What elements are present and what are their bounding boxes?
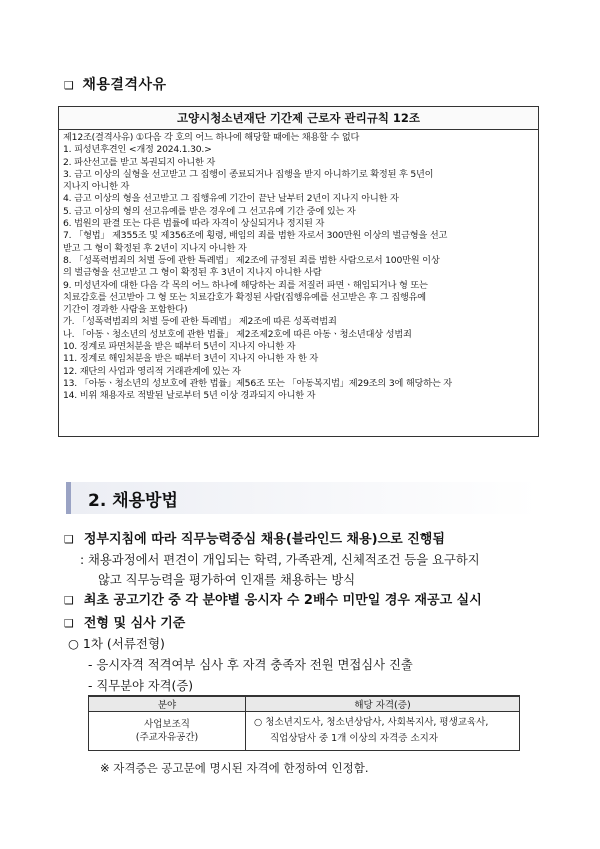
rule-title: 고양시청소년재단 기간제 근로자 관리규칙 12조 xyxy=(59,107,538,130)
item-text: 전형 및 심사 기준 xyxy=(83,616,186,631)
qualification-line: ○ 청소년지도사, 청소년상담사, 사회복지사, 평생교육사, xyxy=(254,717,489,728)
rule-line: 1. 피성년후견인 <개정 2024.1.30.> xyxy=(63,144,212,156)
table-header-qualification: 해당 자격(증) xyxy=(246,696,520,712)
field-sub: (주교자유공간) xyxy=(135,732,199,743)
rule-line: 10. 징계로 파면처분을 받은 때부터 5년이 지나지 아니한 자 xyxy=(63,341,296,353)
qualification-line: 직업상담사 중 1개 이상의 자격증 소지자 xyxy=(270,733,438,744)
qualification-table xyxy=(88,695,520,751)
stage-1-line: - 응시자격 적격여부 심사 후 자격 충족자 전원 면접심사 진출 xyxy=(88,658,413,672)
table-cell-field xyxy=(89,712,246,751)
rule-lines xyxy=(59,130,538,403)
rule-line: 12. 재단의 사업과 영리적 거래관계에 있는 자 xyxy=(63,365,241,377)
rule-line: 13. 「아동ㆍ청소년의 성보호에 관한 법률」제56조 또는 「아동복지법」제29조의 3에 해당하는 자 xyxy=(63,377,452,389)
square-bullet-icon: ❑ xyxy=(64,617,74,630)
rule-line: 3. 금고 이상의 실형을 선고받고 그 집행이 종료되거나 집행을 받지 아니하기로 확정된 후 5년이 xyxy=(63,168,434,180)
stage-1-document-screening: ○ 1차 (서류전형) xyxy=(68,636,165,651)
table-cell-qualification xyxy=(246,712,520,751)
rule-line: 11. 징계로 해임처분을 받은 때부터 3년이 지나지 아니한 자 한 자 xyxy=(63,353,319,365)
rule-line: 가. 「성폭력범죄의 처벌 등에 관한 특례법」 제2조에 따른 성폭력범죄 xyxy=(63,316,337,328)
method-item-blind-hiring xyxy=(64,528,445,547)
disqualification-rule-box xyxy=(58,106,539,437)
heading-text: 채용결격사유 xyxy=(82,77,167,93)
table-row xyxy=(89,712,520,751)
square-bullet-icon: ❑ xyxy=(64,594,74,607)
section-title-recruitment-method: 2. 채용방법 xyxy=(88,491,178,511)
rule-line: 제12조(결격사유) ①다음 각 호의 어느 하나에 해당할 때에는 채용할 수 없다 xyxy=(63,132,360,143)
rule-line: 2. 파산선고를 받고 복권되지 아니한 자 xyxy=(63,156,216,168)
item-text: 최초 공고기간 중 각 분야별 응시자 수 2배수 미만일 경우 재공고 실시 xyxy=(83,593,482,608)
rule-line: 나. 「아동ㆍ청소년의 성보호에 관한 법률」 제2조제2호에 따른 아동ㆍ청소년대상 성범죄 xyxy=(63,328,412,340)
rule-line: 7. 「형법」 제355조 및 제356조에 횡령, 배임의 죄를 범한 자로서 300만원 이상의 벌금형을 선고 xyxy=(63,230,448,242)
rule-line: 9. 미성년자에 대한 다음 각 목의 어느 하나에 해당하는 죄를 저질러 파면ㆍ해임되거나 형 또는 xyxy=(63,279,428,291)
square-bullet-icon: ❑ xyxy=(64,79,75,92)
rule-line: 8. 「성폭력범죄의 처벌 등에 관한 특례법」 제2조에 규정된 죄를 범한 사람으로서 100만원 이상 xyxy=(63,254,440,266)
field-name: 사업보조직 xyxy=(144,719,190,730)
rule-line: 4. 금고 이상의 형을 선고받고 그 집행유예 기간이 끝난 날부터 2년이 지나지 아니한 자 xyxy=(63,193,399,205)
method-item-screening-criteria xyxy=(64,612,185,631)
rule-line: 14. 비위 채용자로 적발된 날로부터 5년 이상 경과되지 아니한 자 xyxy=(63,390,316,402)
section-heading-disqualification xyxy=(64,74,167,94)
table-header-field: 분야 xyxy=(89,696,246,712)
certification-note: ※ 자격증은 공고문에 명시된 자격에 한정하여 인정함. xyxy=(100,761,369,775)
item-description: 않고 직무능력을 평가하여 인재를 채용하는 방식 xyxy=(98,573,356,587)
item-description: : 채용과정에서 편견이 개입되는 학력, 가족관계, 신체적조건 등을 요구하지 xyxy=(80,553,480,567)
stage-1-line: - 직무분야 자격(증) xyxy=(88,679,194,693)
item-text: 정부지침에 따라 직무능력중심 채용(블라인드 채용)으로 진행됨 xyxy=(83,532,445,547)
rule-line: 기간이 경과한 사람을 포함한다) xyxy=(63,304,188,316)
rule-line: 받고 그 형이 확정된 후 2년이 지나지 아니한 자 xyxy=(63,242,247,254)
rule-line: 치료감호를 선고받아 그 형 또는 치료감호가 확정된 사람(집행유예를 선고받은 후 그 집행유예 xyxy=(63,291,426,303)
rule-line: 지나지 아니한 자 xyxy=(63,181,130,193)
method-item-reannouncement xyxy=(64,589,482,608)
rule-line: 6. 법원의 판결 또는 다른 법률에 따라 자격이 상실되거나 정지된 자 xyxy=(63,218,325,230)
rule-line: 의 벌금형을 선고받고 그 형이 확정된 후 3년이 지나지 아니한 사람 xyxy=(63,267,322,279)
square-bullet-icon: ❑ xyxy=(64,533,74,546)
rule-line: 5. 금고 이상의 형의 선고유예를 받은 경우에 그 선고유예 기간 중에 있는 자 xyxy=(63,205,356,217)
